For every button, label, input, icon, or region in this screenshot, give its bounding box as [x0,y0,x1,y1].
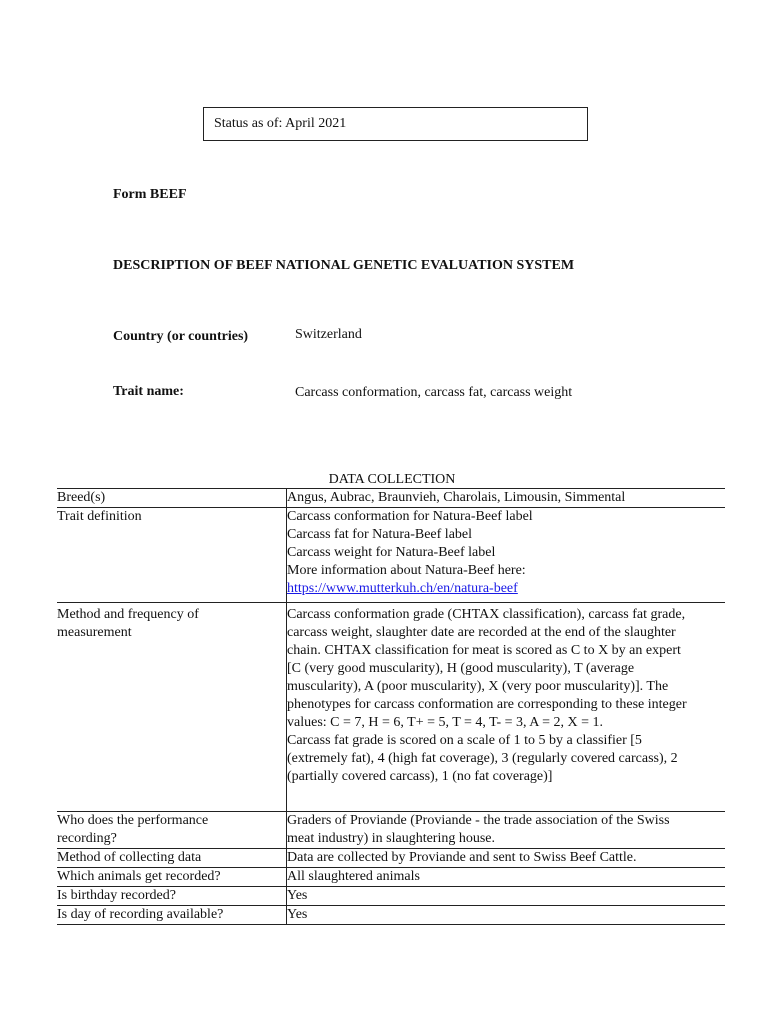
value-line: Carcass weight for Natura-Beef label [287,545,496,560]
value-line: meat industry) in slaughtering house. [287,831,496,846]
value-line: phenotypes for carcass conformation are corresponding to these integer [287,697,687,712]
section-title: DATA COLLECTION [328,472,456,487]
status-box [203,107,588,141]
value-line: Carcass fat for Natura-Beef label [287,527,473,542]
row-label: Which animals get recorded? [57,868,287,887]
row-label [57,812,287,849]
row-label: Is day of recording available? [57,906,287,925]
label-line: Method and frequency of [57,607,199,622]
table-row [57,508,725,603]
value-line: More information about Natura-Beef here: [287,563,526,578]
value-line: Graders of Proviande (Proviande - the trade association of the Swiss [287,813,670,828]
label-line: recording? [57,831,117,846]
trait-label: Trait name: [113,384,184,399]
table-row [57,603,725,812]
table-row [57,849,725,868]
row-label: Method of collecting data [57,849,287,868]
trait-value: Carcass conformation, carcass fat, carcass weight [295,385,573,400]
value-line: (extremely fat), 4 (high fat coverage), 3 (regularly covered carcass), 2 [287,751,678,766]
value-line: [C (very good muscularity), H (good muscularity), T (average [287,661,635,676]
value-line: Carcass conformation for Natura-Beef label [287,509,533,524]
row-label: Is birthday recorded? [57,887,287,906]
table-row [57,489,725,508]
table-row [57,887,725,906]
form-title: Form BEEF [113,187,187,202]
table-row [57,906,725,925]
value-line: Carcass conformation grade (CHTAX classification), carcass fat grade, [287,607,686,622]
value-line: carcass weight, slaughter date are recorded at the end of the slaughter [287,625,676,640]
description-title: DESCRIPTION OF BEEF NATIONAL GENETIC EVALUATION SYSTEM [113,258,575,273]
row-value: Yes [287,887,726,906]
value-line: chain. CHTAX classification for meat is scored as C to X by an expert [287,643,681,658]
row-value: Yes [287,906,726,925]
label-line: Who does the performance [57,813,209,828]
row-label: Trait definition [57,508,287,603]
row-value [287,508,726,603]
label-line: measurement [57,625,132,640]
value-line: muscularity), A (poor muscularity), X (very poor muscularity)]. The [287,679,669,694]
row-value: Data are collected by Proviande and sent to Swiss Beef Cattle. [287,849,726,868]
row-value [287,603,726,812]
status-text: Status as of: April 2021 [214,116,347,131]
row-value [287,812,726,849]
value-line: (partially covered carcass), 1 (no fat coverage)] [287,769,553,784]
country-value: Switzerland [295,327,362,342]
natura-beef-link[interactable]: https://www.mutterkuh.ch/en/natura-beef [287,581,518,596]
value-line: Carcass fat grade is scored on a scale of 1 to 5 by a classifier [5 [287,733,642,748]
row-label: Breed(s) [57,489,287,508]
data-collection-table [57,488,725,925]
row-label [57,603,287,812]
row-value: Angus, Aubrac, Braunvieh, Charolais, Limousin, Simmental [287,489,726,508]
value-line: values: C = 7, H = 6, T+ = 5, T = 4, T- = 3, A = 2, X = 1. [287,715,603,730]
row-value: All slaughtered animals [287,868,726,887]
country-label: Country (or countries) [113,329,249,344]
table-row [57,812,725,849]
table-row [57,868,725,887]
